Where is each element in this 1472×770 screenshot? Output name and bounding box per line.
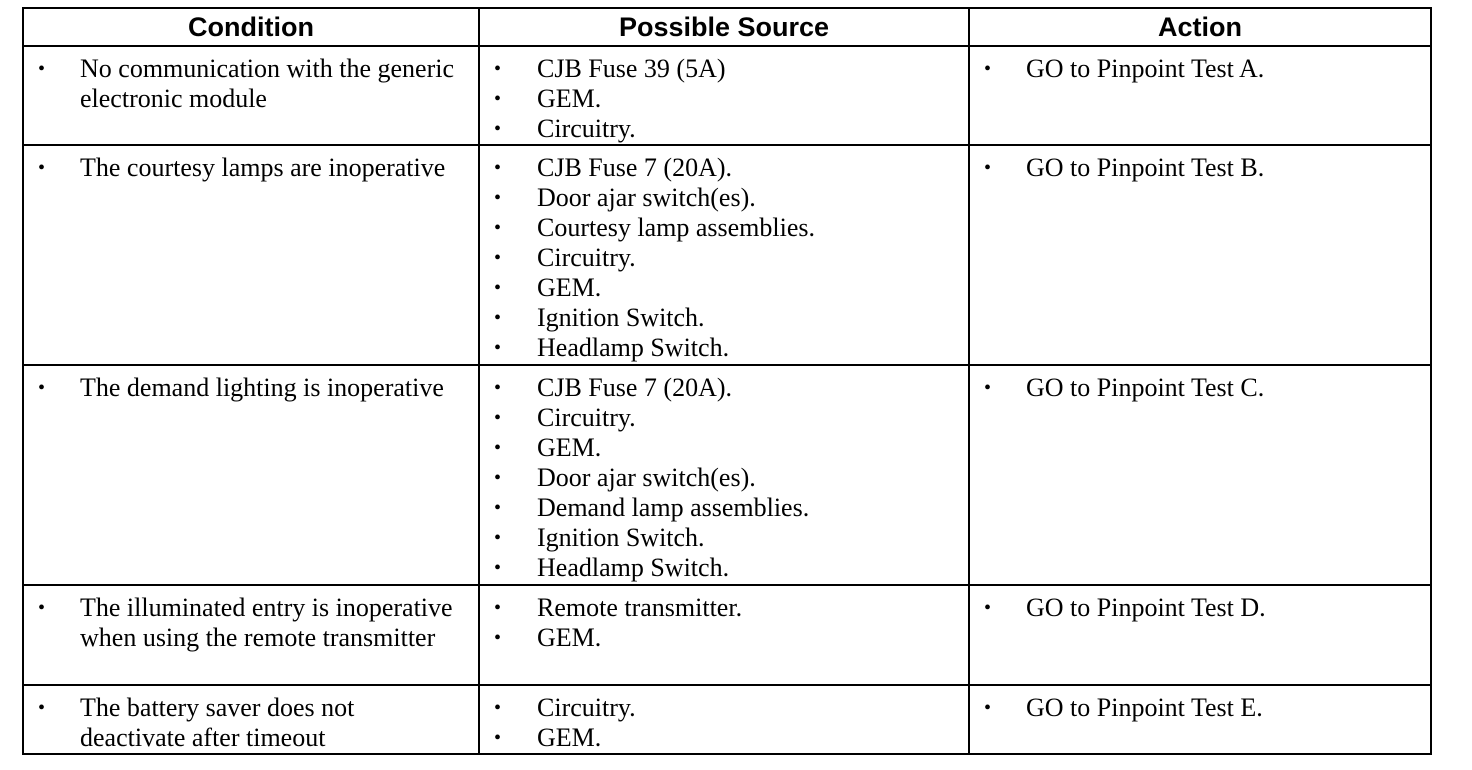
action-cell [969,585,1431,685]
list-item [480,243,968,273]
bullet-icon: • [494,597,502,619]
condition-cell [23,365,479,585]
list-item [480,553,968,583]
condition-cell-list [24,47,478,114]
item-text: GO to Pinpoint Test B. [1026,153,1265,182]
item-text: CJB Fuse 39 (5A) [537,54,726,83]
possible-source-cell-list [480,146,968,363]
item-text: Courtesy lamp assemblies. [537,213,816,242]
bullet-icon: • [494,187,502,209]
condition-cell [23,46,479,145]
action-cell-list [970,686,1430,723]
bullet-icon: • [494,88,502,110]
list-item [480,303,968,333]
list-item [480,493,968,523]
header-possible-source: Possible Source [479,8,969,46]
bullet-icon: • [984,58,992,80]
item-text: GEM. [537,273,602,302]
bullet-icon: • [494,377,502,399]
item-text: Circuitry. [537,693,636,722]
bullet-icon: • [494,217,502,239]
list-item [24,373,478,403]
condition-cell-list [24,366,478,403]
bullet-icon: • [38,157,46,179]
action-cell-list [970,366,1430,403]
bullet-icon: • [494,557,502,579]
bullet-icon: • [984,697,992,719]
condition-cell-list [24,146,478,183]
header-row [23,8,1431,46]
item-text: GO to Pinpoint Test D. [1026,593,1266,622]
item-text: CJB Fuse 7 (20A). [537,153,733,182]
list-item [480,183,968,213]
diagnosis-table [22,7,1432,755]
item-text: Headlamp Switch. [537,553,730,582]
possible-source-cell-list [480,586,968,653]
list-item [480,153,968,183]
list-item [480,403,968,433]
action-cell [969,46,1431,145]
item-text: GEM. [537,623,602,652]
item-text: Ignition Switch. [537,523,705,552]
item-text: GO to Pinpoint Test E. [1026,693,1263,722]
table-body [23,46,1431,754]
item-text: Circuitry. [537,403,636,432]
item-text: Circuitry. [537,114,636,143]
possible-source-cell [479,46,969,145]
bullet-icon: • [38,597,46,619]
condition-cell [23,685,479,754]
list-item [480,463,968,493]
action-cell [969,365,1431,585]
list-item [480,723,968,753]
bullet-icon: • [494,497,502,519]
list-item [480,523,968,553]
possible-source-cell [479,685,969,754]
item-text: GEM. [537,84,602,113]
possible-source-cell [479,585,969,685]
list-item [970,373,1430,403]
item-text: GO to Pinpoint Test A. [1026,54,1265,83]
list-item [480,54,968,84]
item-text: Demand lamp assemblies. [537,493,810,522]
list-item [24,593,478,653]
action-cell [969,145,1431,365]
bullet-icon: • [984,377,992,399]
possible-source-cell [479,365,969,585]
item-text: Ignition Switch. [537,303,705,332]
item-text: Headlamp Switch. [537,333,730,362]
bullet-icon: • [494,337,502,359]
list-item [480,213,968,243]
list-item [24,153,478,183]
list-item [24,54,478,114]
item-text: Door ajar switch(es). [537,183,756,212]
list-item [970,153,1430,183]
item-text: The courtesy lamps are inoperative [80,153,446,182]
bullet-icon: • [494,247,502,269]
bullet-icon: • [494,157,502,179]
item-text: No communication with the generic electronic module [80,54,455,113]
bullet-icon: • [494,697,502,719]
action-cell [969,685,1431,754]
item-text: The battery saver does not deactivate after timeout [80,693,355,752]
bullet-icon: • [494,727,502,749]
item-text: GO to Pinpoint Test C. [1026,373,1265,402]
item-text: Remote transmitter. [537,593,743,622]
item-text: Door ajar switch(es). [537,463,756,492]
item-text: The illuminated entry is inoperative when using the remote transmitter [80,593,453,652]
list-item [24,693,478,753]
table-row [23,365,1431,585]
list-item [480,273,968,303]
bullet-icon: • [494,58,502,80]
bullet-icon: • [38,377,46,399]
list-item [970,54,1430,84]
bullet-icon: • [494,467,502,489]
table-row [23,685,1431,754]
header-condition: Condition [23,8,479,46]
list-item [970,693,1430,723]
bullet-icon: • [494,277,502,299]
list-item [480,623,968,653]
condition-cell-list [24,686,478,753]
list-item [480,84,968,114]
possible-source-cell-list [480,366,968,583]
table-row [23,585,1431,685]
action-cell-list [970,47,1430,84]
bullet-icon: • [494,527,502,549]
item-text: GEM. [537,433,602,462]
bullet-icon: • [494,407,502,429]
list-item [480,333,968,363]
item-text: GEM. [537,723,602,752]
bullet-icon: • [984,597,992,619]
condition-cell [23,585,479,685]
list-item [480,693,968,723]
action-cell-list [970,586,1430,623]
table-row [23,145,1431,365]
table-row [23,46,1431,145]
list-item [480,373,968,403]
bullet-icon: • [494,627,502,649]
item-text: Circuitry. [537,243,636,272]
list-item [480,433,968,463]
possible-source-cell-list [480,47,968,144]
action-cell-list [970,146,1430,183]
possible-source-cell-list [480,686,968,753]
bullet-icon: • [38,58,46,80]
possible-source-cell [479,145,969,365]
header-action: Action [969,8,1431,46]
bullet-icon: • [494,437,502,459]
bullet-icon: • [38,697,46,719]
condition-cell-list [24,586,478,653]
bullet-icon: • [494,307,502,329]
list-item [480,593,968,623]
list-item [480,114,968,144]
item-text: CJB Fuse 7 (20A). [537,373,733,402]
condition-cell [23,145,479,365]
bullet-icon: • [984,157,992,179]
list-item [970,593,1430,623]
bullet-icon: • [494,118,502,140]
item-text: The demand lighting is inoperative [80,373,444,402]
